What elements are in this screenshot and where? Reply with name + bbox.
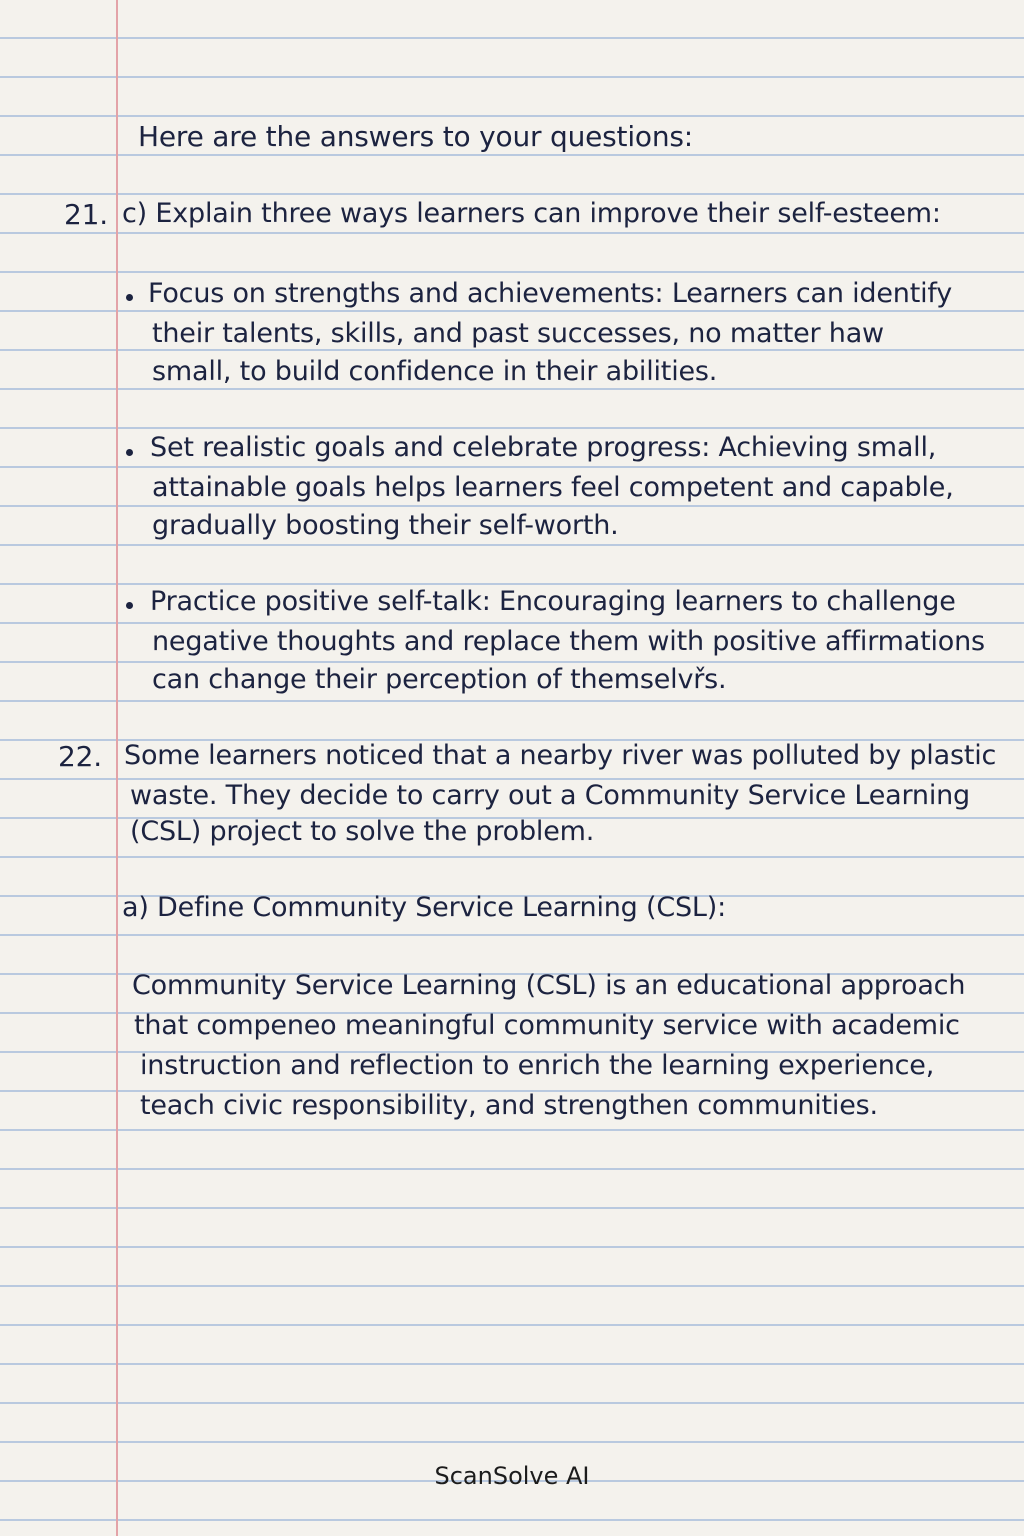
margin-line	[116, 0, 118, 1536]
bullet-3-line-3: can change their perception of themselvřs.	[152, 664, 727, 695]
question-22-line-1: Some learners noticed that a nearby river was polluted by plastic	[124, 740, 997, 771]
question-21-number: 21.	[64, 198, 108, 231]
csl-answer-line-3: instruction and reflection to enrich the learning experience,	[140, 1050, 935, 1081]
bullet-3-line-2: negative thoughts and replace them with positive affirmations	[152, 626, 985, 657]
bullet-icon	[126, 449, 133, 456]
question-21-part-c: c) Explain three ways learners can improve their self-esteem:	[122, 198, 941, 229]
bullet-1-line-1: Focus on strengths and achievements: Learners can identify	[148, 278, 952, 309]
csl-answer-line-2: that compeneo meaningful community service with academic	[134, 1010, 960, 1041]
bullet-icon	[126, 294, 133, 301]
footer-brand: ScanSolve AI	[434, 1462, 590, 1490]
intro-text: Here are the answers to your questions:	[138, 120, 694, 153]
bullet-1-line-2: their talents, skills, and past successes, no matter haw	[152, 318, 884, 349]
question-22-line-3: (CSL) project to solve the problem.	[130, 816, 595, 847]
csl-answer-line-1: Community Service Learning (CSL) is an educational approach	[132, 970, 966, 1001]
bullet-2-line-3: gradually boosting their self-worth.	[152, 510, 619, 541]
question-22-line-2: waste. They decide to carry out a Community Service Learning	[130, 780, 970, 811]
bullet-2-line-2: attainable goals helps learners feel competent and capable,	[152, 472, 954, 503]
bullet-2-line-1: Set realistic goals and celebrate progress: Achieving small,	[150, 432, 937, 463]
bullet-3-line-1: Practice positive self-talk: Encouraging learners to challenge	[150, 586, 956, 617]
question-22-part-a: a) Define Community Service Learning (CSL):	[122, 892, 726, 923]
question-22-number: 22.	[58, 740, 102, 773]
bullet-1-line-3: small, to build confidence in their abilities.	[152, 356, 718, 387]
csl-answer-line-4: teach civic responsibility, and strengthen communities.	[140, 1090, 878, 1121]
bullet-icon	[126, 602, 133, 609]
